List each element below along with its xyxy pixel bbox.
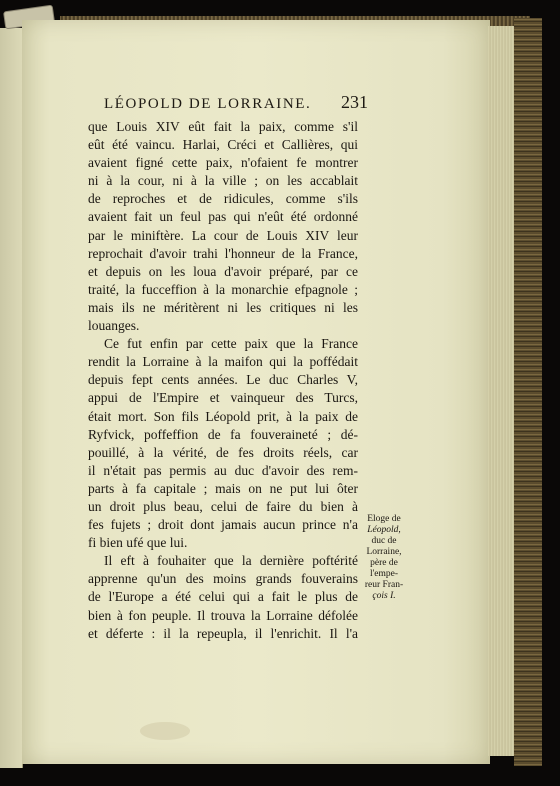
text-line: Ryfvick, poffeffion de fa fouveraineté ; dé- (88, 426, 358, 442)
margin-note-line: duc de (371, 536, 397, 546)
paper-stain (140, 722, 190, 740)
text-line: fes fujets ; droit dont jamais aucun prince n'a (88, 517, 358, 533)
text-line: bien à fon peuple. Il trouva la Lorraine défolée (88, 607, 358, 623)
text-line: Ce fut enfin par cette paix que la France (104, 336, 358, 352)
text-line: il n'était pas permis au duc d'avoir des rem- (88, 462, 358, 478)
margin-note-line: Eloge de (367, 514, 401, 524)
page-number: 231 (341, 92, 368, 112)
text-line: était mort. Son fils Léopold prit, à la paix de (88, 408, 358, 424)
margin-note-line: reur Fran- (364, 580, 404, 590)
text-line: et depuis on les loua d'avoir préparé, par ce (88, 263, 358, 279)
book-cover-right (514, 18, 542, 766)
margin-note (361, 514, 407, 602)
text-line: de reproches et de ridicules, comme s'ils (88, 191, 358, 207)
text-line: de l'Europe a été celui qui a fait le plus de (88, 589, 358, 605)
text-line: avaient fait un feul pas qui n'eût été ordonné (88, 209, 358, 225)
text-line: appui de l'Empire et vainqueur des Turcs, (88, 390, 358, 406)
margin-note-line: Léopold, (367, 525, 401, 535)
text-line: parts à fa capitale ; mais on ne put lui ôter (88, 480, 358, 496)
margin-note-line: Lorraine, (366, 547, 402, 557)
text-line: depuis fept cents années. Le duc Charles V, (88, 372, 358, 388)
text-line: ni à la cour, ni à la ville ; on les accablait (88, 173, 358, 189)
text-line: avaient figné cette paix, n'ofaient fe montrer (88, 155, 358, 171)
text-line: fi bien ufé que lui. (88, 535, 188, 551)
text-line: un droit plus beau, celui de faire du bien à (88, 498, 358, 514)
text-line: eût été vaincu. Harlai, Créci et Callières, qui (88, 137, 358, 153)
running-head: LÉOPOLD DE LORRAINE. (104, 96, 312, 112)
text-line: louanges. (88, 318, 140, 334)
page-edges (488, 26, 514, 756)
margin-note-line: l'empe- (369, 569, 399, 579)
text-line: et déferte : il la repeupla, il l'enrichit. Il l'a (88, 625, 358, 641)
body-text (88, 118, 358, 643)
margin-note-line: père de (370, 558, 398, 568)
facing-page-edge (0, 28, 23, 768)
text-line: mais ils ne méritèrent ni les critiques ni les (88, 299, 358, 315)
text-line: apprenne qu'un des moins grands fouverains (88, 571, 358, 587)
text-line: par le miniftère. La cour de Louis XIV leur (88, 227, 358, 243)
text-line: reprochait d'avoir trahi l'honneur de la France, (88, 245, 358, 261)
text-line: rendit la Lorraine à la maifon qui la poffédait (88, 354, 358, 370)
text-line: Il eft à fouhaiter que la dernière poftérité (104, 553, 358, 569)
text-line: que Louis XIV eût fait la paix, comme s'il (88, 119, 358, 134)
text-line: pouillé, à la vérité, de fes droits réels, car (88, 444, 358, 460)
margin-note-line: çois I. (372, 591, 396, 601)
text-line: traité, la fucceffion à la monarchie efpagnole ; (88, 281, 358, 297)
